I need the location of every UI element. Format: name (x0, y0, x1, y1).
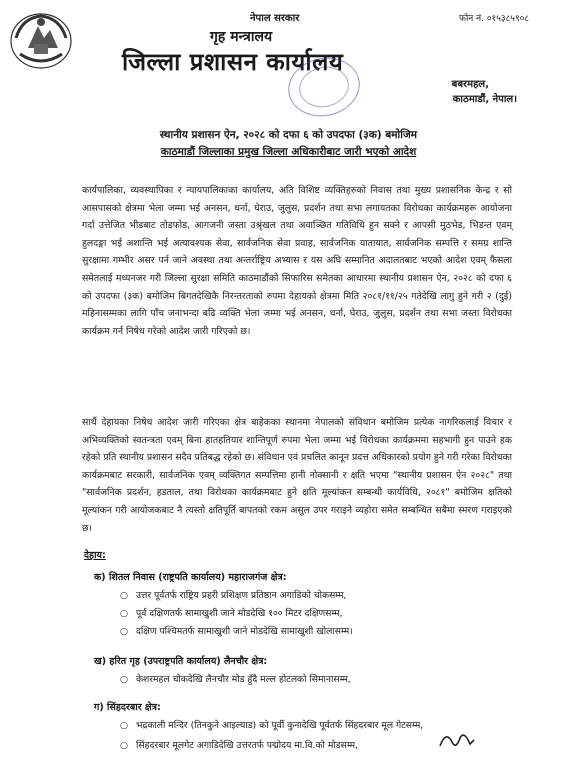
phone-number: फोन नं. ०१५३८५९०८ (459, 14, 529, 24)
body-paragraph-2: सार्थै देहायका निषेध आदेश जारी गरिएका क्षेत्र बाहेकका स्थानमा नेपालको संविधान बमोजिम प्रत्येक नागरिकलाई विचार र अभिव्यक्तिको स्वतन्त्रता एवम् बिना हातहतियार शान्तिपूर्ण रुपमा भेला जम्मा भई विरोधका कार्यक्रममा सहभागी हुन पाउने हक रहेको प्रति स्थानीय प्रशासन सदैव प्रतिबद्ध रहेको छ। संविधान एवं प्रचलित कानून प्रदत्त अधिकारको प्रयोग हुने गरी गरेका विरोधका कार्यक्रमबाट सरकारी, सार्वजनिक एवम् व्यक्तिगत सम्पत्तिमा हानी नोक्सानी र क्षति भएमा "स्थानीय प्रशासन ऐन २०२८" तथा "सार्वजनिक प्रदर्शन, हडताल, तथा विरोधका कार्यक्रमबाट हुने क्षति मूल्यांकन सम्बन्धी कार्यविधि, २०८१" बमोजिम क्षतिको मूल्यांकन गरी आयोजकबाट नै त्यस्तो क्षतिपूर्ति बापतको रकम असुल उपर गराइने व्यहोरा समेत सम्बन्धित सबैमा स्मरण गराइएको छ। (82, 417, 512, 534)
government-name: नेपाल सरकार (250, 13, 300, 24)
list-item: ○ भद्रकाली मन्दिर (तिनकुने आइल्याड) को पूर्वी कुनादेखि पूर्वतर्फ सिंहदरबार मूल गेटसम्म, (120, 720, 424, 731)
areas-label: देहाय: (84, 550, 106, 561)
body-paragraph-1: कार्यपालिका, व्यवस्थापिका र न्यायपालिकाका कार्यालय, अति विशिष्ट व्यक्तिहरुको निवास तथा मुख्य प्रशासनिक केन्द्र र सो आसपासको क्षेत्रमा भेला जम्मा भई अनसन, धर्ना, घेराउ, जुलुस, प्रदर्शन तथा सभा लगायतका विरोधका कार्यक्रमहरू आयोजना गर्दा उत्तेजित भीडबाट तोडफोड, आगजनी जस्ता उश्रृंखल तथा अवाञ्छित गतिविधि हुन सक्ने र आपसी मुठभेड, भिडन्त एवम् हुलदङ्गा भई अशान्ति भई अत्यावश्यक सेवा, सार्वजनिक सेवा प्रवाह, सार्वजनिक यातायात, सार्वजनिक सम्पत्ति र समग्र शान्ति सुरक्षामा गम्भीर असर पर्न जाने अवस्था तथा अन्तर्राष्ट्रिय अभ्यास र यस अघि सम्मानित अदालतबाट भएको आदेश एवम् फैसला समेतलाई मध्यनजर गरी जिल्ला सुरक्षा समिति काठमाडौंको सिफारिस समेतका आधारमा स्थानीय प्रशासन ऐन, २०२८ को दफा ६ को उपदफा (३क) बमोजिम बिगतदेखिकै निरन्तरताको रुपमा देहायको क्षेत्रमा मिति २०८१/११/२५ गतेदेखि लागु हुने गरी २ (दुई) महिनासम्मका लागि पाँच जनाभन्दा बढि व्यक्ति भेला जम्मा भई अनसन, धर्ना, घेराउ, जुलुस, प्रदर्शन तथा सभा जस्ता विरोधका कार्यक्रम गर्न निषेध गरेको आदेश जारी गरिएको छ। (82, 185, 512, 337)
office-name: जिल्ला प्रशासन कार्यालय (122, 48, 344, 76)
ministry-name: गृह मन्त्रालय (210, 29, 273, 45)
section-heading-ga: ग) सिंहदरबार क्षेत्र: (94, 702, 161, 713)
list-item: ○ दक्षिण पश्चिमतर्फ सामाखुशी जाने मोडदेखि सामाखुशी खोलासम्म। (120, 626, 353, 637)
signature-icon (436, 728, 478, 754)
list-item: ○ उत्तर पूर्वतर्फ राष्ट्रिय प्रहरी प्रशिक्षण प्रतिष्ठान अगाडिको चोकसम्म, (120, 590, 347, 601)
address-line2: काठमाडौं, नेपाल। (452, 94, 517, 105)
address-line1: बबरमहल, (451, 79, 489, 90)
nepal-government-emblem-icon (8, 8, 74, 70)
order-title-line1: स्थानीय प्रशासन ऐन, २०२८ को दफा ६ को उपदफा (३क) बमोजिम (159, 129, 418, 141)
section-heading-kha: ख) हरित गृह (उपराष्ट्रपति कार्यालय) लैनचौर क्षेत्र: (94, 656, 268, 667)
order-title-line2: काठमाडौं जिल्लाका प्रमुख जिल्ला अधिकारीबाट जारी भएको आदेश (160, 146, 417, 158)
list-item: ○ केशरमहल चोकदेखि लैनचौर मोड हुँदै मल्ल होटलको सिमानासम्म, (120, 674, 351, 685)
list-item: ○ पूर्व दक्षिणतर्फ सामाखुशी जाने मोडदेखि १०० मिटर दक्षिणसम्म, (120, 608, 343, 619)
section-heading-ka: क) शितल निवास (राष्ट्रपति कार्यालय) महाराजगंज क्षेत्र: (94, 572, 287, 583)
list-item: ○ सिंहदरबार मूलगेट अगाडिदेखि उत्तरतर्फ पद्मोदय मा.वि.को मोडसम्म, (120, 740, 358, 751)
